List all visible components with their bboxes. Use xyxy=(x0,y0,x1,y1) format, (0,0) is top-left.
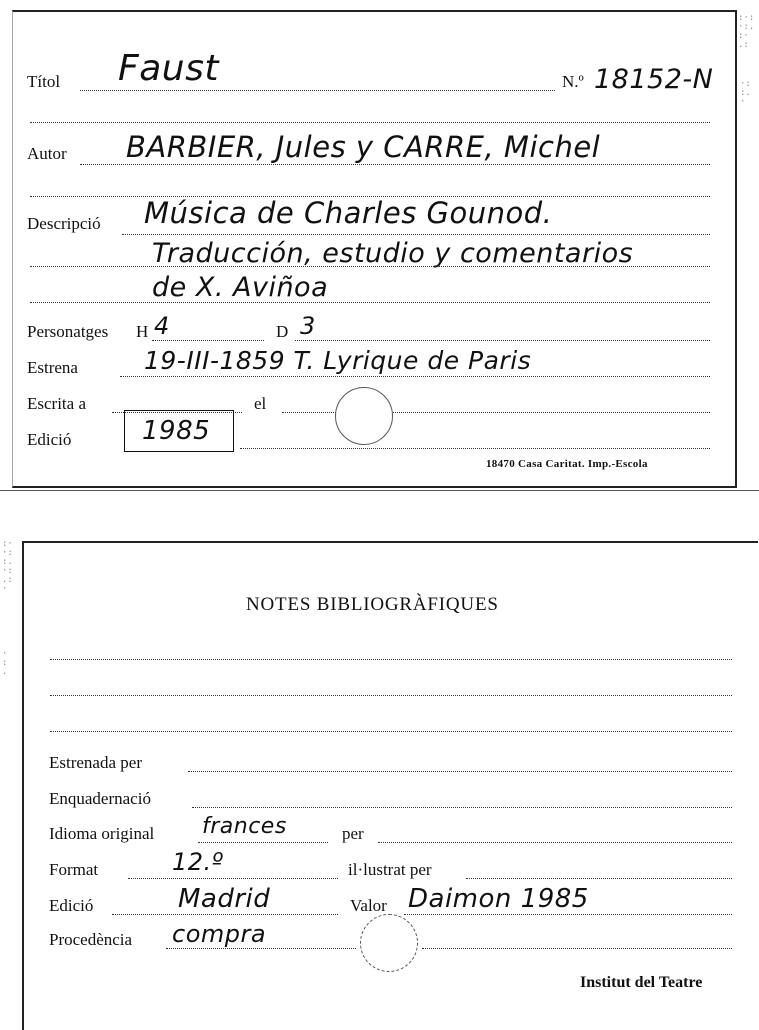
characters-h-label: H xyxy=(136,322,149,341)
premiere-value: 19-III-1859 T. Lyrique de Paris xyxy=(144,346,532,375)
printer-imprint: 18470 Casa Caritat. Imp.-Escola xyxy=(486,458,648,470)
format-line xyxy=(128,878,338,879)
perforation-hole-bottom xyxy=(360,914,418,972)
translated-by-label: per xyxy=(342,824,364,843)
bibliographic-notes-heading: NOTES BIBLIOGRÀFIQUES xyxy=(246,594,499,615)
binding-line xyxy=(192,807,732,808)
provenance-line-right xyxy=(422,948,732,949)
title-line xyxy=(80,90,555,91)
edition-place-line xyxy=(112,914,338,915)
description-line-2: Traducción, estudio y comentarios xyxy=(152,238,634,269)
number-value: 18152-N xyxy=(594,64,714,95)
description-line-3: de X. Aviñoa xyxy=(152,272,329,303)
scan-noise-right-mid: ·: :. · xyxy=(740,79,751,107)
premiered-by-label: Estrenada per xyxy=(49,753,142,772)
author-label: Autor xyxy=(27,144,67,163)
edition-line xyxy=(240,448,710,449)
notes-line-1 xyxy=(50,659,732,660)
edition-value: 1985 xyxy=(142,416,211,446)
author-line xyxy=(80,164,710,165)
original-language-value: frances xyxy=(202,814,287,839)
characters-d-label: D xyxy=(276,322,289,341)
title-label: Títol xyxy=(27,72,61,91)
written-date-label: el xyxy=(254,394,267,413)
characters-h-line xyxy=(152,340,264,341)
value-line xyxy=(404,914,732,915)
binding-label: Enquadernació xyxy=(49,789,151,808)
premiere-label: Estrena xyxy=(27,358,78,377)
provenance-line-left xyxy=(166,948,356,949)
blank-line-1 xyxy=(30,122,710,123)
title-value: Faust xyxy=(118,48,219,89)
original-language-line xyxy=(198,842,328,843)
provenance-label: Procedència xyxy=(49,930,133,949)
format-label: Format xyxy=(49,860,99,879)
notes-line-3 xyxy=(50,731,732,732)
description-label: Descripció xyxy=(27,214,101,233)
characters-label: Personatges xyxy=(27,322,109,341)
premiere-line xyxy=(120,376,710,377)
institution-footer: Institut del Teatre xyxy=(580,974,703,991)
illustrated-by-line xyxy=(466,878,732,879)
edition-place-label: Edició xyxy=(49,896,94,915)
scan-noise-right-top: :·: ·:. :· .: xyxy=(738,13,755,50)
characters-d-value: 3 xyxy=(300,312,316,340)
scan-noise-left: :· ·: :. ·: .: · xyxy=(2,539,13,594)
provenance-value: compra xyxy=(172,920,267,948)
original-language-label: Idioma original xyxy=(49,824,155,843)
format-value: 12.º xyxy=(172,848,224,876)
author-value: BARBIER, Jules y CARRE, Michel xyxy=(126,130,601,164)
value-label: Valor xyxy=(350,896,387,915)
premiered-by-line xyxy=(188,771,732,772)
description-underline-1 xyxy=(122,234,710,235)
translated-by-line xyxy=(378,842,732,843)
description-underline-2 xyxy=(30,266,710,267)
written-at-label: Escrita a xyxy=(27,394,86,413)
characters-d-line xyxy=(295,340,710,341)
card-front-shadow-line xyxy=(0,490,759,491)
scan-noise-left-lower: · : . xyxy=(2,649,8,677)
edition-place-value: Madrid xyxy=(178,884,271,914)
value-value: Daimon 1985 xyxy=(408,884,589,914)
description-underline-3 xyxy=(30,302,710,303)
edition-label: Edició xyxy=(27,430,72,449)
number-label: N.º xyxy=(562,72,584,91)
perforation-hole-top xyxy=(335,387,393,445)
illustrated-by-label: il·lustrat per xyxy=(348,860,432,879)
notes-line-2 xyxy=(50,695,732,696)
characters-h-value: 4 xyxy=(154,312,170,340)
description-line-1: Música de Charles Gounod. xyxy=(144,196,553,230)
